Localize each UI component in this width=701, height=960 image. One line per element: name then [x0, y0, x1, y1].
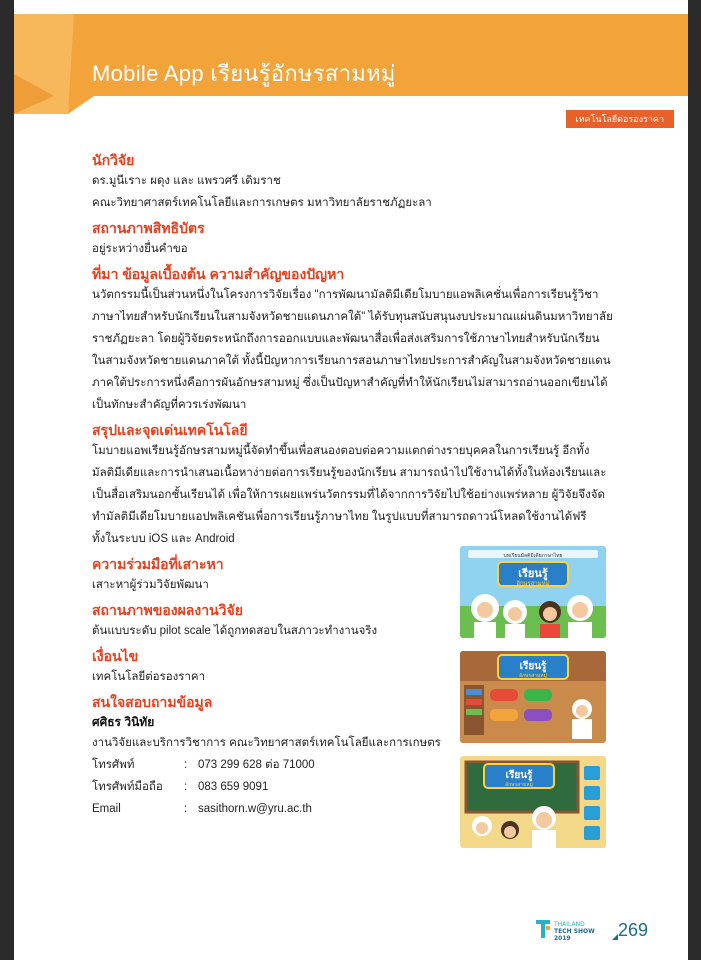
app-logo-subtitle: อักษรสามหมู่: [505, 782, 533, 788]
researcher-names: ดร.มูนีเราะ ผดุง และ แพรวศรี เดิมราช: [92, 175, 281, 187]
patent-status: อยู่ระหว่างยื่นคำขอ: [92, 243, 188, 255]
status-text: ต้นแบบระดับ pilot scale ได้ถูกทดสอบในสภาวะทำงานจริง: [92, 625, 378, 637]
app-logo-text: เรียนรู้: [519, 661, 547, 672]
paragraph-line: ภาคใต้ประการหนึ่งคือการผันอักษรสามหมู่ ซึ่งเป็นปัญหาสำคัญที่ทำให้นักเรียนไม่สามารถอ่านออกเขียนได้: [92, 377, 608, 389]
contact-colon: :: [184, 803, 188, 815]
patent-section: [92, 218, 662, 260]
paragraph-line: เป็นสื่อเสริมนอกชั้นเรียนได้ เพื่อให้การเผยแพร่นวัตกรรมที่ได้จากการวิจัยไปใช้อย่างแพร่หลาย ผู้วิจัยจึงจัด: [92, 489, 605, 501]
contact-colon: :: [184, 759, 188, 771]
paragraph-line: ทำมัลติมีเดียโมบายแอปพลิเคชันเพื่อการเรียนรู้ภาษาไทย ในรูปแบบที่สามารถดาวน์โหลดใช้งานได้ฟรี: [92, 511, 587, 523]
paragraph-line: ในสามจังหวัดชายแดนภาคใต้ ทั้งนี้ปัญหาการเรียนการสอนภาษาไทยประการสำคัญในสามจังหวัดชายแดน: [92, 355, 611, 367]
contact-label: Email: [92, 803, 121, 815]
contact-label: โทรศัพท์มือถือ: [92, 781, 163, 793]
section-heading: ที่มา ข้อมูลเบื้องต้น ความสำคัญของปัญหา: [92, 266, 345, 282]
paragraph-line: โมบายแอพเรียนรู้อักษรสามหมู่นี้จัดทำขึ้นเพื่อสนองตอบต่อความแตกต่างรายบุคคลในการเรียนรู้ อีกทั้ง: [92, 445, 590, 457]
app-logo-subtitle: อักษรสามหมู่: [519, 673, 547, 679]
logo-line-2: TECH SHOW: [554, 928, 595, 935]
paragraph-line: เป็นทักษะสำคัญที่ควรเร่งพัฒนา: [92, 399, 247, 411]
section-heading: สนใจสอบถามข้อมูล: [92, 694, 213, 710]
contact-label: โทรศัพท์: [92, 759, 135, 771]
section-heading: สถานภาพสิทธิบัตร: [92, 220, 205, 236]
summary-section: [92, 420, 662, 550]
page-title: Mobile App เรียนรู้อักษรสามหมู่: [92, 61, 396, 86]
paragraph-line: ทั้งในระบบ iOS และ Android: [92, 533, 235, 545]
contact-colon: :: [184, 781, 188, 793]
category-tag: เทคโนโลยีต่อรองราคา: [566, 110, 674, 128]
section-heading: นักวิจัย: [92, 152, 135, 168]
contact-value: 073 299 628 ต่อ 71000: [198, 759, 315, 771]
researcher-section: [92, 150, 662, 214]
app-logo-text: เรียนรู้: [505, 770, 533, 781]
conditions-text: เทคโนโลยีต่อรองราคา: [92, 671, 206, 683]
paragraph-line: นวัตกรรมนี้เป็นส่วนหนึ่งในโครงการวิจัยเรื่อง "การพัฒนามัลติมีเดียโมบายแอพลิเคชั่นเพื่อการเรียนรู้วิชา: [92, 289, 599, 301]
contact-name: ศศิธร วินิทัย: [92, 715, 155, 729]
paragraph-line: มัลติมีเดียและการนำเสนอเนื้อหาง่ายต่อการเรียนรู้ของนักเรียน สามารถนำไปใช้งานได้ทั้งในห้องเรียนและ: [92, 467, 607, 479]
app-screenshots: [460, 546, 606, 861]
paragraph-line: ราชภัฏยะลา โดยผู้วิจัยตระหนักถึงการออกแบบและพัฒนาสื่อเพื่อส่งเสริมการใช้ภาษาไทยสำหรับนักเรียน: [92, 333, 600, 345]
screenshot-caption: บทเรียนมัลติมีเดียภาษาไทย: [503, 553, 563, 559]
page-number: 269: [618, 920, 649, 940]
paragraph-line: ภาษาไทยสำหรับนักเรียนในสามจังหวัดชายแดนภาคใต้" ได้รับทุนสนับสนุนงบประมาณแผ่นดินมหาวิทยาลัย: [92, 311, 613, 323]
document-page: [14, 0, 688, 960]
section-heading: สรุปและจุดเด่นเทคโนโลยี: [92, 422, 248, 438]
logo-year: 2019: [554, 935, 571, 942]
contact-org: งานวิจัยและบริการวิชาการ คณะวิทยาศาสตร์เทคโนโลยีและการเกษตร: [92, 737, 441, 749]
app-screenshot-menu: [460, 651, 606, 743]
app-logo-subtitle: อักษรสามหมู่: [516, 580, 550, 587]
contact-value: 083 659 9091: [198, 781, 269, 793]
collaboration-text: เสาะหาผู้ร่วมวิจัยพัฒนา: [92, 579, 209, 591]
researcher-affiliation: คณะวิทยาศาสตร์เทคโนโลยีและการเกษตร มหาวิทยาลัยราชภัฏยะลา: [92, 197, 432, 209]
app-logo-text: เรียนรู้: [518, 567, 548, 580]
contact-email: sasithorn.w@yru.ac.th: [198, 803, 312, 815]
background-section: [92, 264, 662, 416]
section-heading: ความร่วมมือที่เสาะหา: [92, 556, 224, 572]
logo-line-1: THAILAND: [554, 921, 585, 928]
app-screenshot-classroom: [460, 756, 606, 848]
section-heading: สถานภาพของผลงานวิจัย: [92, 602, 243, 618]
section-heading: เงื่อนไข: [92, 648, 139, 664]
app-screenshot-title: [460, 546, 606, 638]
